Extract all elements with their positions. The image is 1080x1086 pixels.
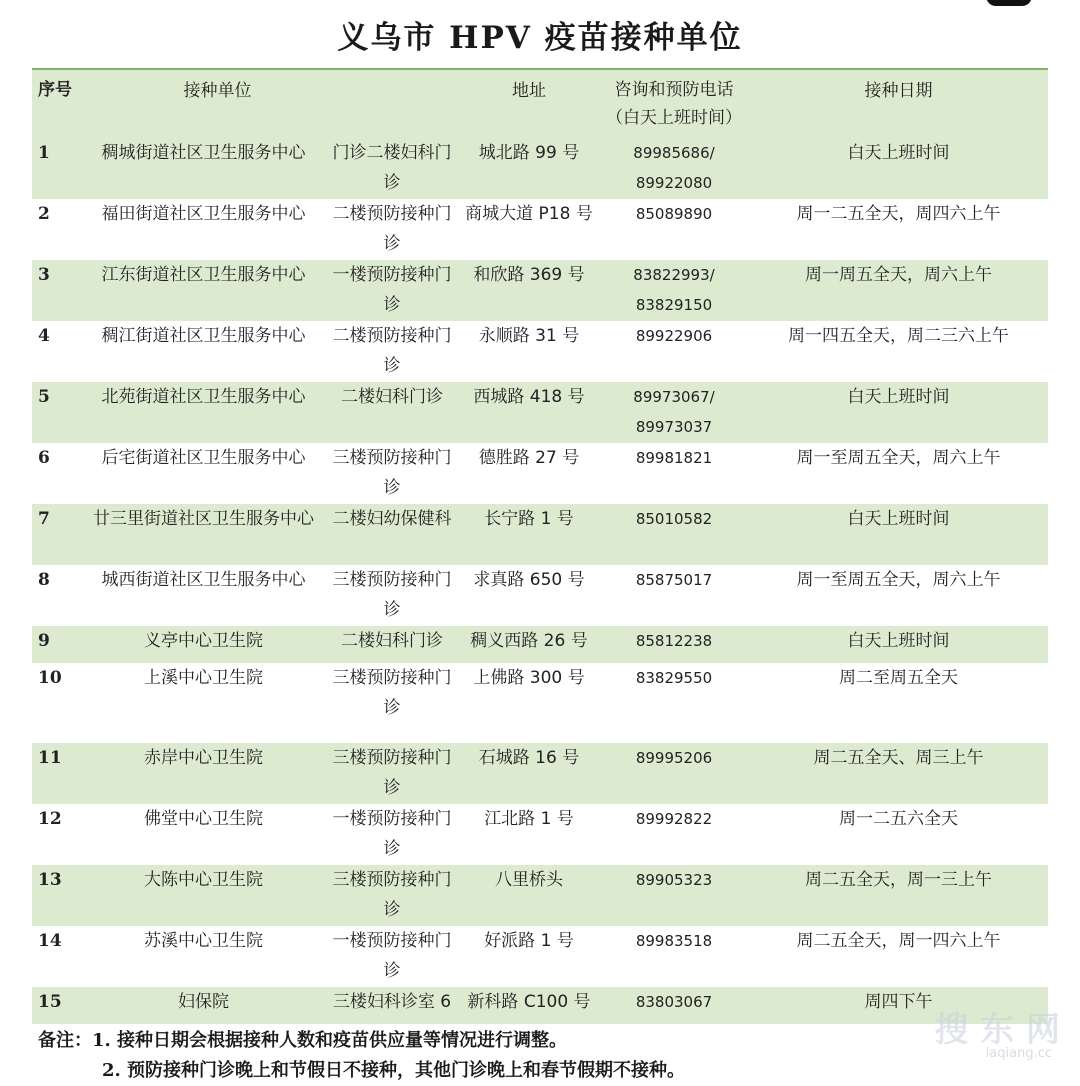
row-date: 周一周五全天，周六上午 [805, 265, 992, 285]
header-unit: 接种单位 [183, 81, 252, 101]
watermark-text: 搜 东 网 [934, 1010, 1060, 1050]
row-unit: 城西街道社区卫生服务中心 [101, 570, 306, 590]
row-date: 白天上班时间 [847, 509, 950, 529]
row-unit: 北苑街道社区卫生服务中心 [101, 387, 306, 407]
row-department: 二楼妇科门诊 [341, 387, 443, 407]
notes [38, 1026, 1038, 1086]
row-department: 三楼预防接种门诊 [332, 870, 452, 920]
row-number: 10 [38, 668, 62, 688]
row-address: 稠义西路 26 号 [470, 631, 588, 651]
row-number: 1 [38, 143, 50, 163]
row-department: 二楼妇幼保健科 [332, 509, 452, 529]
table-row [32, 804, 1048, 865]
row-unit: 稠城街道社区卫生服务中心 [101, 143, 306, 163]
header-address: 地址 [512, 81, 546, 101]
row-date: 周一二五六全天 [839, 809, 958, 829]
row-number: 3 [38, 265, 50, 285]
row-address: 好派路 1 号 [484, 931, 574, 951]
header-phone [599, 69, 749, 138]
row-phone: 85010582 [635, 510, 713, 528]
row-number: 14 [38, 931, 62, 951]
table-row [32, 138, 1048, 199]
row-phone: 89992822 [635, 810, 713, 828]
row-address: 城北路 99 号 [478, 143, 580, 163]
table-row [32, 626, 1048, 663]
row-department: 三楼妇科诊室 6 [332, 992, 452, 1012]
row-date: 白天上班时间 [847, 143, 950, 163]
row-date: 周二至周五全天 [839, 668, 958, 688]
row-address: 德胜路 27 号 [478, 448, 580, 468]
row-unit: 妇保院 [178, 992, 229, 1012]
row-number: 2 [38, 204, 50, 224]
row-number: 8 [38, 570, 50, 590]
row-date: 周二五全天，周一三上午 [805, 870, 992, 890]
row-date: 周一至周五全天，周六上午 [796, 570, 1001, 590]
watermark-url: iaqiang.cc [985, 1046, 1052, 1061]
row-address: 西城路 418 号 [473, 387, 585, 407]
row-phone: 83803067 [635, 993, 713, 1011]
note-line-2: 2. 预防接种门诊晚上和节假日不接种，其他门诊晚上和春节假期不接种。 [102, 1060, 686, 1081]
row-phone: 89983518 [635, 932, 713, 950]
row-number: 5 [38, 387, 50, 407]
row-address: 求真路 650 号 [473, 570, 585, 590]
row-number: 13 [38, 870, 62, 890]
row-phone: 89922906 [635, 327, 713, 345]
row-department: 三楼预防接种门诊 [332, 668, 452, 718]
row-phone: 83829550 [635, 669, 713, 687]
row-date: 周二五全天，周一四六上午 [796, 931, 1001, 951]
table-row [32, 565, 1048, 626]
row-address: 石城路 16 号 [478, 748, 580, 768]
table-row [32, 504, 1048, 565]
row-address: 永顺路 31 号 [478, 326, 580, 346]
row-address: 长宁路 1 号 [484, 509, 574, 529]
table-row [32, 865, 1048, 926]
header-phone-line1: 咨询和预防电话 [614, 80, 734, 100]
row-unit: 福田街道社区卫生服务中心 [101, 204, 306, 224]
row-unit: 稠江街道社区卫生服务中心 [101, 326, 306, 346]
note-line-1: 备注：1. 接种日期会根据接种人数和疫苗供应量等情况进行调整。 [38, 1030, 568, 1051]
table-header-row [32, 69, 1048, 138]
row-unit: 佛堂中心卫生院 [144, 809, 263, 829]
row-address: 上佛路 300 号 [473, 668, 585, 688]
row-number: 7 [38, 509, 50, 529]
row-number: 6 [38, 448, 50, 468]
row-address: 和欣路 369 号 [473, 265, 585, 285]
row-department: 一楼预防接种门诊 [332, 809, 452, 859]
row-number: 11 [38, 748, 62, 768]
row-phone: 89905323 [635, 871, 713, 889]
table-row [32, 926, 1048, 987]
corner-artifact [986, 0, 1032, 6]
table-row [32, 743, 1048, 804]
table-row [32, 663, 1048, 743]
row-number: 9 [38, 631, 50, 651]
row-department: 二楼预防接种门诊 [332, 326, 452, 376]
row-department: 三楼预防接种门诊 [332, 748, 452, 798]
row-unit: 赤岸中心卫生院 [144, 748, 263, 768]
vaccination-table [32, 68, 1048, 1024]
row-department: 三楼预防接种门诊 [332, 448, 452, 498]
row-department: 门诊二楼妇科门诊 [332, 143, 452, 193]
row-date: 白天上班时间 [847, 387, 950, 407]
row-unit: 大陈中心卫生院 [144, 870, 263, 890]
header-date: 接种日期 [864, 81, 933, 101]
row-phone: 85875017 [635, 571, 713, 589]
row-address: 商城大道 P18 号 [465, 204, 593, 224]
row-address: 新科路 C100 号 [467, 992, 591, 1012]
row-phone: 89995206 [635, 749, 713, 767]
row-number: 15 [38, 992, 62, 1012]
row-date: 周四下午 [864, 992, 933, 1012]
row-department: 一楼预防接种门诊 [332, 931, 452, 981]
row-date: 周一四五全天，周二三六上午 [788, 326, 1009, 346]
row-department: 三楼预防接种门诊 [332, 570, 452, 620]
row-phone: 85089890 [635, 205, 713, 223]
row-phone: 85812238 [635, 632, 713, 650]
table-body [32, 138, 1048, 1024]
row-date: 周一至周五全天，周六上午 [796, 448, 1001, 468]
row-unit: 江东街道社区卫生服务中心 [101, 265, 306, 285]
row-phone: 89981821 [635, 449, 713, 467]
table-row [32, 260, 1048, 321]
row-unit: 苏溪中心卫生院 [144, 931, 263, 951]
table-row [32, 987, 1048, 1024]
row-unit: 义亭中心卫生院 [144, 631, 263, 651]
row-number: 4 [38, 326, 50, 346]
table-row [32, 321, 1048, 382]
row-date: 周二五全天、周三上午 [813, 748, 984, 768]
row-date: 白天上班时间 [847, 631, 950, 651]
header-phone-line2: （白天上班时间） [606, 108, 742, 128]
row-unit: 廿三里街道社区卫生服务中心 [93, 509, 314, 529]
page-title: 义乌市 HPV 疫苗接种单位 [337, 20, 743, 56]
header-no: 序号 [38, 80, 72, 100]
row-department: 一楼预防接种门诊 [332, 265, 452, 315]
row-address: 八里桥头 [495, 870, 563, 890]
table-row [32, 199, 1048, 260]
row-number: 12 [38, 809, 62, 829]
table-row [32, 382, 1048, 443]
row-unit: 上溪中心卫生院 [144, 668, 263, 688]
row-phone: 89985686/ 89922080 [633, 144, 715, 192]
row-phone: 83822993/ 83829150 [633, 266, 715, 314]
table-row [32, 443, 1048, 504]
row-unit: 后宅街道社区卫生服务中心 [101, 448, 306, 468]
row-phone: 89973067/ 89973037 [633, 388, 715, 436]
row-address: 江北路 1 号 [484, 809, 574, 829]
row-department: 二楼预防接种门诊 [332, 204, 452, 254]
row-date: 周一二五全天，周四六上午 [796, 204, 1001, 224]
row-department: 二楼妇科门诊 [341, 631, 443, 651]
